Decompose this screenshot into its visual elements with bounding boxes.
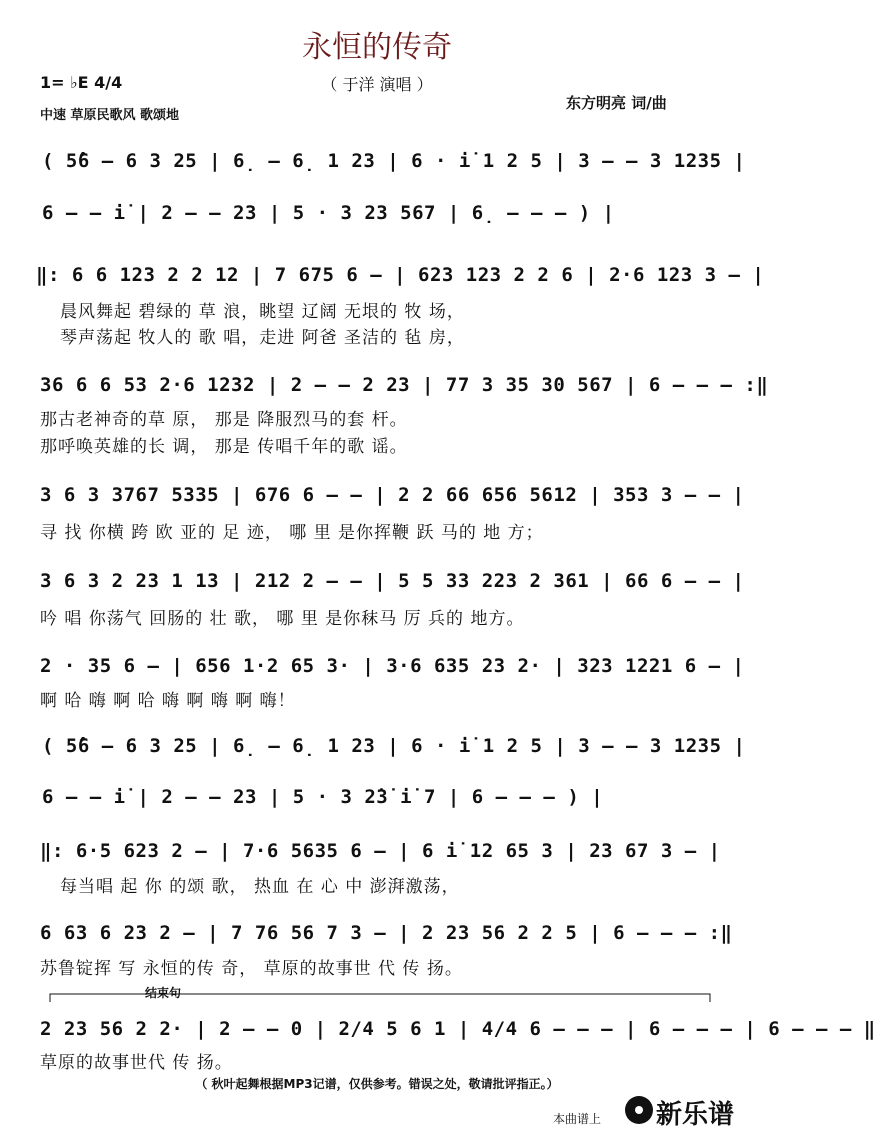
score-line-11: 6 63 6 23 2 – | 7 76 56 7 3 – | 2 23 56 2 2 5 | 6 – – – :‖ (40, 922, 733, 944)
tempo-style: 中速 草原民歌风 歌颂地 (40, 108, 180, 123)
key-signature: 1= ♭E 4/4 (40, 73, 123, 92)
lyric-line-7: 啊 哈 嗨 啊 哈 嗨 啊 嗨 啊 嗨！ (40, 691, 296, 711)
ending-label: 结束句 (145, 986, 182, 1000)
score-line-5: 3 6 3 3767 5335 | 676 6 – – | 2 2 66 656 5612 | 353 3 – – | (40, 484, 745, 506)
lyric-line-3b: 琴声荡起 牧人的 歌 唱，走进 阿爸 圣洁的 毡 房， (60, 328, 465, 348)
lyric-line-4a: 那古老神奇的草 原， 那是 降服烈马的套 杆。 (40, 410, 408, 430)
page-title: 永恒的传奇 (302, 30, 452, 65)
singer-credit: （ 于洋 演唱 ） (321, 75, 433, 94)
score-line-1: ( 5̂6 – 6 3 25 | 6̣ – 6̣ 1 23 | 6 · i̇ 1 2 5 | 3 – – 3 1235 | (42, 150, 746, 172)
score-line-7: 2 · 35 6 – | 656 1·2 65 3· | 3·6 635 23 2· | 323 1221 6 – | (40, 655, 745, 677)
score-line-10: ‖: 6·5 623 2 – | 7·6 5635 6 – | 6 i̇ 12 65 3 | 23 67 3 – | (40, 840, 721, 862)
author-credit: 东方明亮 词/曲 (566, 94, 667, 112)
site-logo[interactable]: 新乐谱 (656, 1100, 735, 1130)
score-line-8: ( 5̂6 – 6 3 25 | 6̣ – 6̣ 1 23 | 6 · i̇ 1 2 5 | 3 – – 3 1235 | (42, 735, 746, 757)
lyric-line-11: 苏鲁锭挥 写 永恒的传 奇， 草原的故事世 代 传 扬。 (40, 959, 463, 979)
score-line-4: 36 6 6 53 2·6 1232 | 2 – – 2 23 | 77 3 35 30 567 | 6 – – – :‖ (40, 374, 769, 396)
score-line-12: 2 23 56 2 2· | 2 – – 0 | 2/4 5 6 1 | 4/4 6 – – – | 6 – – – | 6 – – – ‖ (40, 1018, 876, 1040)
lyric-line-10: 每当唱 起 你 的颂 歌， 热血 在 心 中 澎湃激荡， (60, 877, 460, 897)
lyric-line-4b: 那呼唤英雄的长 调， 那是 传唱千年的歌 谣。 (40, 437, 408, 457)
lyric-line-5: 寻 找 你横 跨 欧 亚的 足 迹， 哪 里 是你挥鞭 跃 马的 地 方； (40, 523, 544, 543)
lyric-line-3a: 晨风舞起 碧绿的 草 浪，眺望 辽阔 无垠的 牧 场， (60, 302, 465, 322)
logo-caption: 本曲谱上 (553, 1112, 602, 1126)
record-disc-icon (625, 1096, 653, 1124)
score-line-9: 6 – – i̇ | 2 – – 23 | 5 · 3 2̇3̇ i̇ 7 | 6 – – – ) | (42, 786, 604, 808)
score-line-2: 6 – – i̇ | 2 – – 23 | 5 · 3 23 567 | 6̣ – – – ) | (42, 202, 615, 224)
transcription-note: （ 秋叶起舞根据MP3记谱，仅供参考。错误之处，敬请批评指正。） (195, 1077, 559, 1091)
score-line-3: ‖: 6 6 123 2 2 12 | 7 675 6 – | 623 123 2 2 6 | 2·6 123 3 – | (36, 264, 765, 286)
score-line-6: 3 6 3 2 23 1 13 | 212 2 – – | 5 5 33 223 2 361 | 66 6 – – | (40, 570, 745, 592)
lyric-line-12: 草原的故事世代 传 扬。 (40, 1053, 233, 1073)
lyric-line-6: 吟 唱 你荡气 回肠的 壮 歌， 哪 里 是你秣马 厉 兵的 地方。 (40, 609, 525, 629)
